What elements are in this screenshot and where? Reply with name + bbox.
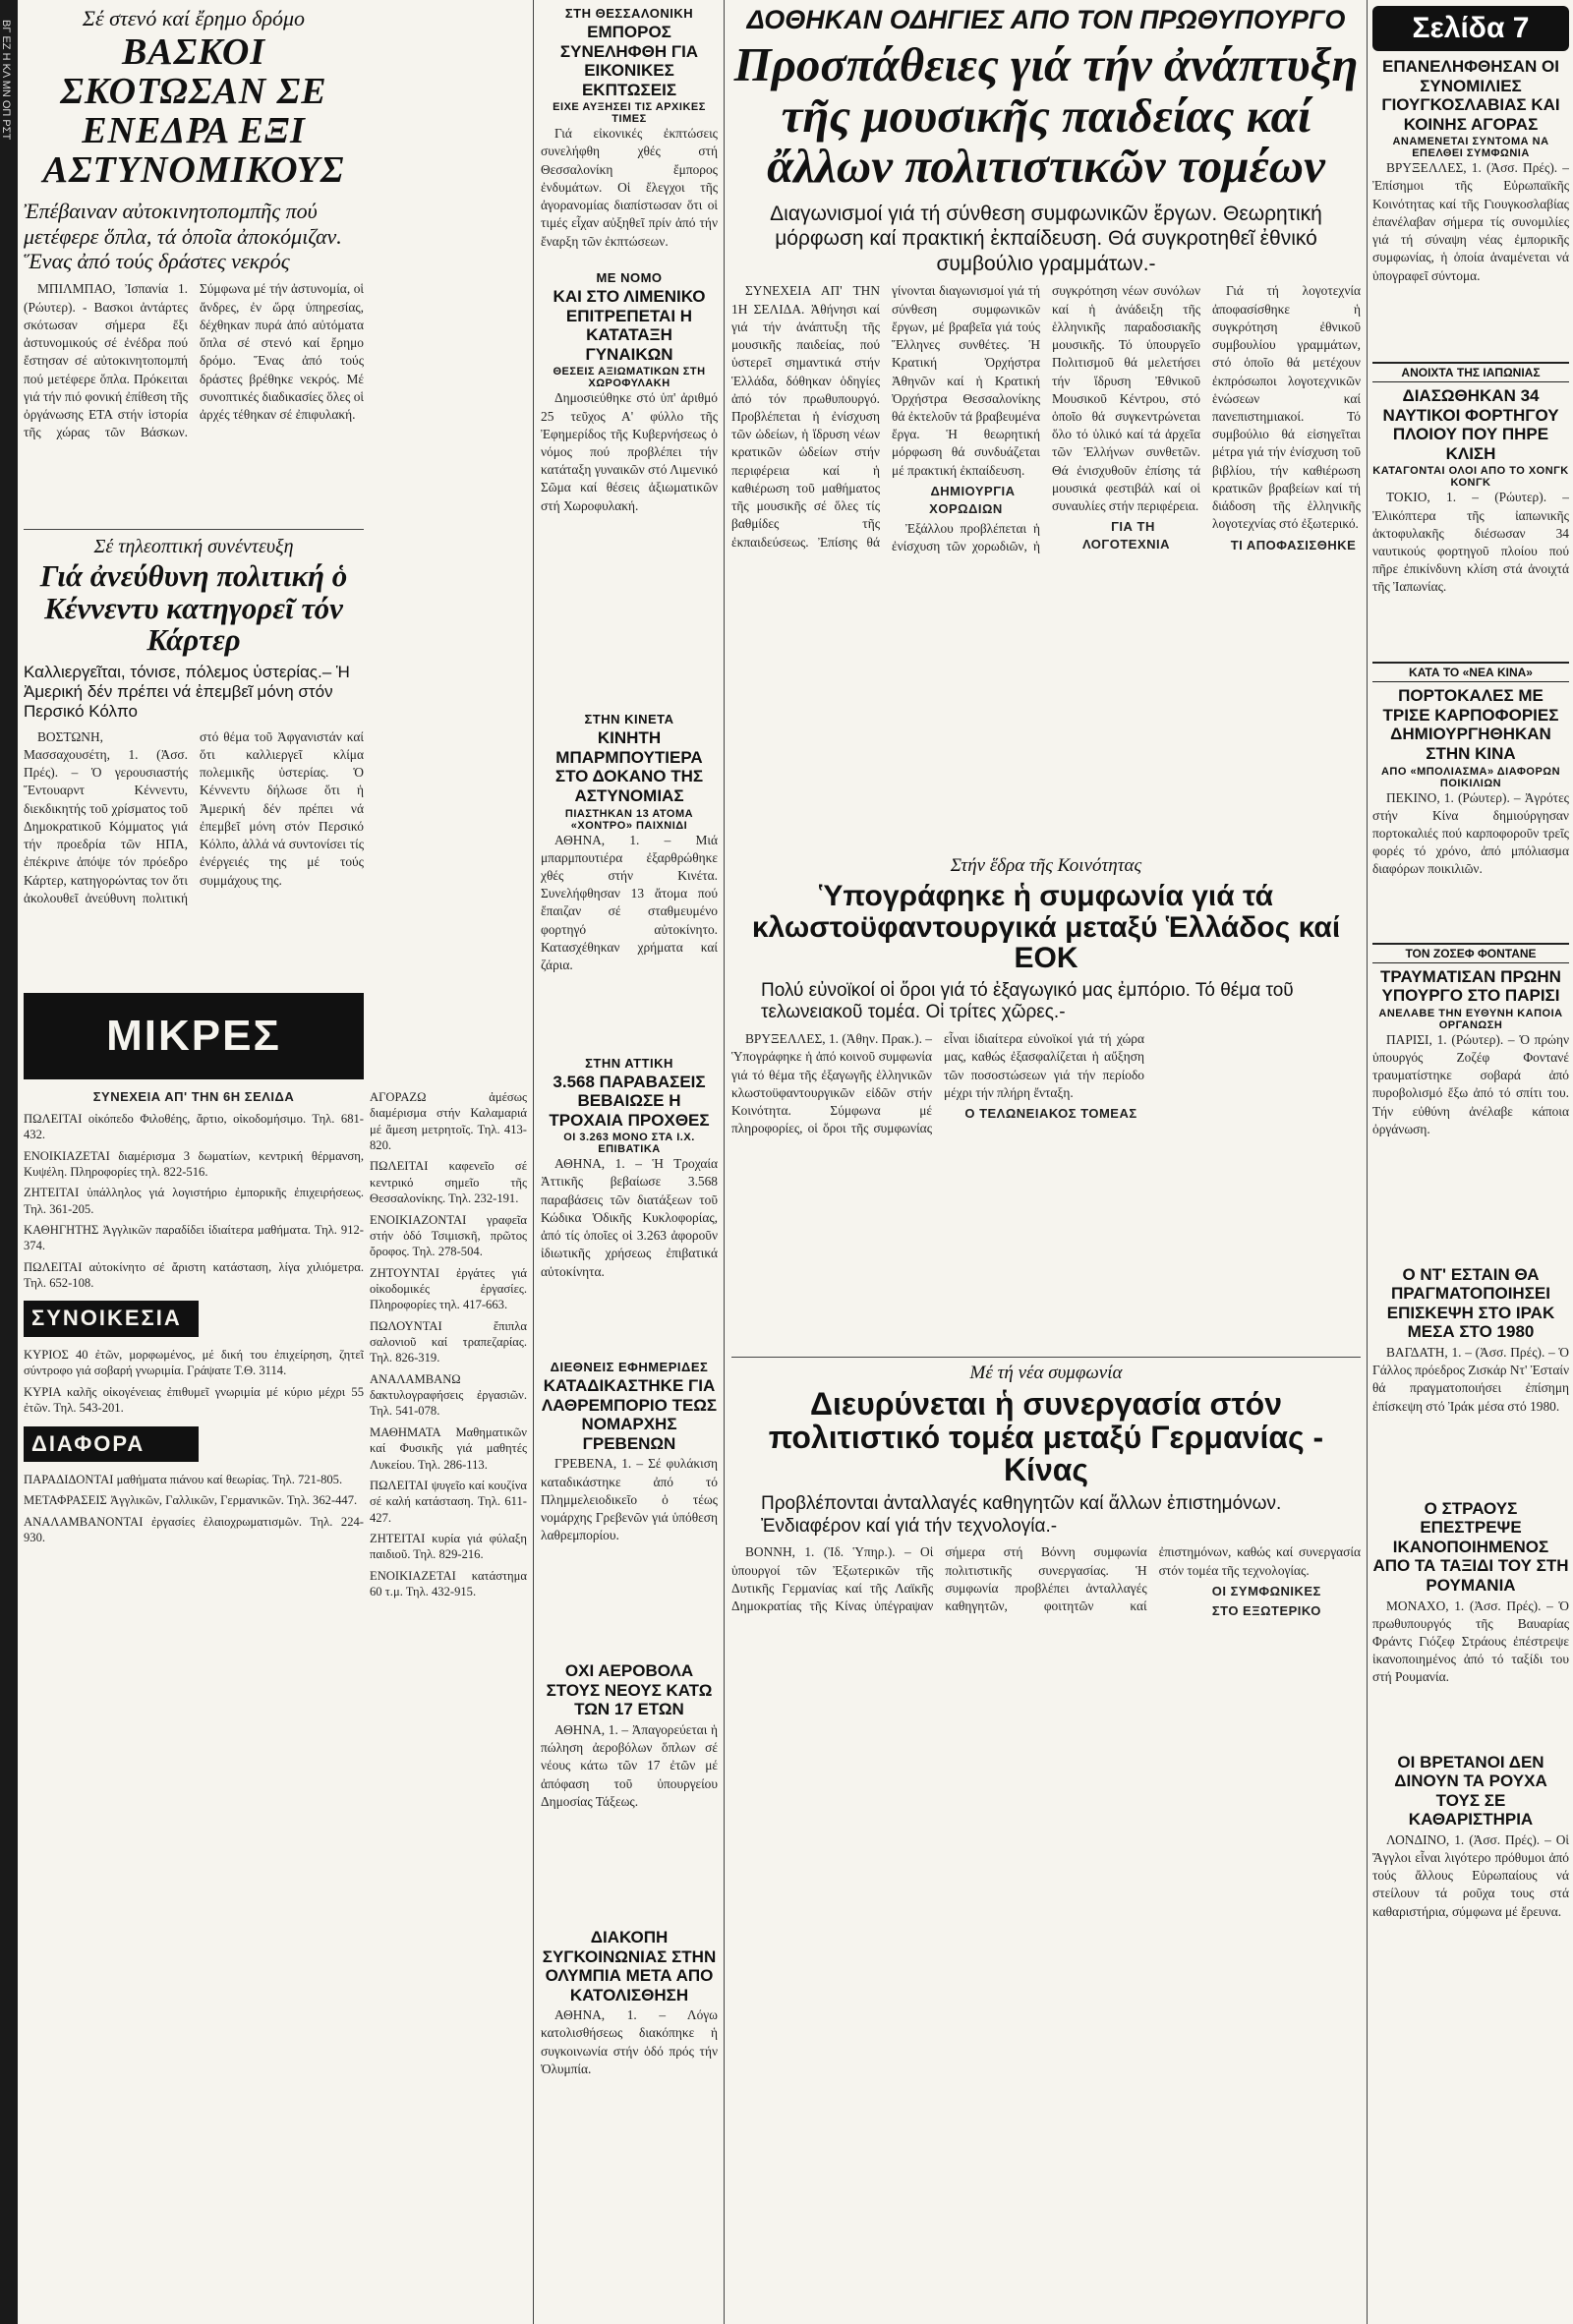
- main-kicker: ΔΟΘΗΚΑΝ ΟΔΗΓΙΕΣ ΑΠΟ ΤΟΝ ΠΡΩΘΥΠΟΥΡΓΟ: [746, 5, 1346, 34]
- brief-tag: ΔΙΕΘΝΕΙΣ ΕΦΗΜΕΡΙΔΕΣ: [550, 1360, 709, 1375]
- china-deck: Προβλέπονται ἀνταλλαγές καθηγητῶν καί ἄλλων ἐπιστημόνων. Ἐνδιαφέρον καί γιά τήν τεχνολογία.-: [761, 1492, 1282, 1537]
- eok-story: [731, 855, 1361, 1347]
- section-tag: ΚΑΤΑ ΤΟ «ΝΕΑ ΚΙΝΑ»: [1372, 662, 1569, 682]
- brief-sub: ΠΙΑΣΤΗΚΑΝ 13 ΑΤΟΜΑ «ΧΟΝΤΡΟ» ΠΑΙΧΝΙΔΙ: [564, 807, 694, 832]
- synoikesia-banner: ΣΥΝΟΙΚΕΣΙΑ: [24, 1301, 199, 1337]
- china-story: [731, 1357, 1361, 2320]
- classified-ad: ΠΩΛΕΙΤΑΙ καφενεῖο σέ κεντρικό σημεῖο τῆς Θεσσαλονίκης. Τηλ. 232-191.: [370, 1159, 527, 1206]
- main-subhead: ΓΙΑ ΤΗ ΛΟΓΟΤΕΧΝΙΑ: [1081, 519, 1171, 552]
- kennedy-deck: Καλλιεργεῖται, τόνισε, πόλεμος ὑστερίας.– Ἡ Ἀμερική δέν πρέπει νά ἐπεμβεῖ μόνη στόν Περσικό Κόλπο: [24, 662, 350, 722]
- news-sub: ΑΠΟ «ΜΠΟΛΙΑΣΜΑ» ΔΙΑΦΟΡΩΝ ΠΟΙΚΙΛΙΩΝ: [1380, 765, 1561, 789]
- brief-headline: ΚΙΝΗΤΗ ΜΠΑΡΜΠΟΥΤΙΕΡΑ ΣΤΟ ΔΟΚΑΝΟ ΤΗΣ ΑΣΤΥΝΟΜΙΑΣ: [554, 728, 704, 806]
- classified-ad: ΑΓΟΡΑΖΩ ἀμέσως διαμέρισμα στήν Καλαμαριά μέ ἄμεση μετρητοῖς. Τηλ. 413-820.: [370, 1090, 527, 1153]
- classified-ad: ΖΗΤΕΙΤΑΙ ὑπάλληλος γιά λογιστήριο ἐμπορικῆς ἐπιχειρήσεως. Τηλ. 361-205.: [24, 1186, 364, 1216]
- news-body: [1372, 489, 1569, 656]
- brief-headline: ΚΑΙ ΣΤΟ ΛΙΜΕΝΙΚΟ ΕΠΙΤΡΕΠΕΤΑΙ Η ΚΑΤΑΤΑΞΗ ΓΥΝΑΙΚΩΝ: [553, 287, 706, 364]
- brief-body: [541, 1455, 718, 1652]
- brief-body-text: ΑΘΗΝΑ, 1. – Ἡ Τροχαία Ἀττικῆς βεβαίωσε 3.568 παραβάσεις τῶν διατάξεων τοῦ Κώδικα Ὁδικῆς Κυκλοφορίας, ἀπό τίς ὁποῖες οἱ 3.263 ἀφοροῦν ἰδιωτικῆς χρήσεως ἐπιβατικά αὐτοκίνητα.: [541, 1156, 718, 1279]
- diafora-banner: ΔΙΑΦΟΡΑ: [24, 1426, 199, 1463]
- news-body: [1372, 159, 1569, 356]
- brief-tag: ΣΤΗ ΘΕΣΣΑΛΟΝΙΚΗ: [564, 6, 694, 21]
- divider: [731, 1357, 1361, 1358]
- column-3-briefs: [541, 0, 718, 2324]
- column-2-classifieds: [370, 1089, 527, 2318]
- basque-kicker: Σέ στενό καί ἔρημο δρόμο: [82, 6, 306, 30]
- brief-body-text: ΑΘΗΝΑ, 1. – Μιά μπαρμπουτιέρα ἐξαρθρώθηκε χθές στήν Κινέτα. Συνελήφθησαν 13 ἄτομα πού ἔπαιζαν σέ σταθμευμένο φορτηγό αὐτοκίνητο. Κατασχέθηκαν χρήματα καί ζάρια.: [541, 832, 718, 973]
- eok-deck: Πολύ εὐνοϊκοί οἱ ὅροι γιά τό ἐξαγωγικό μας ἐμπόριο. Τό θέμα τοῦ τελωνειακοῦ τομέα. Οἱ τρίτες χῶρες.-: [761, 979, 1294, 1023]
- main-subhead: ΤΙ ΑΠΟΦΑΣΙΣΘΗΚΕ: [1230, 537, 1357, 552]
- news-headline: ΕΠΑΝΕΛΗΦΘΗΣΑΝ ΟΙ ΣΥΝΟΜΙΛΙΕΣ ΓΙΟΥΓΚΟΣΛΑΒΙΑΣ ΚΑΙ ΚΟΙΝΗΣ ΑΓΟΡΑΣ: [1381, 57, 1560, 134]
- brief-headline: ΟΧΙ ΑΕΡΟΒΟΛΑ ΣΤΟΥΣ ΝΕΟΥΣ ΚΑΤΩ ΤΩΝ 17 ΕΤΩΝ: [546, 1661, 713, 1719]
- kennedy-body: [24, 728, 364, 915]
- classified-ad: ΕΝΟΙΚΙΑΖΕΤΑΙ κατάστημα 60 τ.μ. Τηλ. 432-915.: [370, 1568, 527, 1599]
- classifieds-banner: ΜΙΚΡΕΣ: [24, 993, 364, 1079]
- article-kennedy: [24, 536, 364, 949]
- china-subhead: ΟΙ ΣΥΜΦΩΝΙΚΕΣ: [1211, 1583, 1321, 1598]
- eok-headline: Ὑπογράφηκε ἡ συμφωνία γιά τά κλωστοϋφαντουργικά μεταξύ Ἑλλάδος καί ΕΟΚ: [751, 880, 1341, 974]
- classified-ad: ΕΝΟΙΚΙΑΖΕΤΑΙ διαμέρισμα 3 δωματίων, κεντρική θέρμανση, Κυψέλη. Πληροφορίες τηλ. 822-516.: [24, 1148, 364, 1179]
- brief-headline: 3.568 ΠΑΡΑΒΑΣΕΙΣ ΒΕΒΑΙΩΣΕ Η ΤΡΟΧΑΙΑ ΠΡΟΧΘΕΣ: [549, 1072, 710, 1130]
- basque-body: [24, 280, 364, 536]
- news-body-text: ΠΑΡΙΣΙ, 1. (Ρώυτερ). – Ὁ πρώην ὑπουργός Ζοζέφ Φοντανέ τραυματίστηκε σοβαρά ἀπό πυροβολισμό ἔξω ἀπό τό σπίτι του. Τήν εὐθύνη ἀνέλαβε κάποια ὀργάνωση.: [1372, 1031, 1569, 1136]
- news-body-text: ΠΕΚΙΝΟ, 1. (Ρώυτερ). – Ἀγρότες στήν Κίνα δημιούργησαν πορτοκαλιές πού καρποφοροῦν τρεῖς φορές τό χρόνο, ἀπό μπόλιασμα διαφόρων ποικιλιῶν.: [1372, 789, 1569, 877]
- classified-ad: ΠΑΡΑΔΙΔΟΝΤΑΙ μαθήματα πιάνου καί θεωρίας. Τηλ. 721-805.: [24, 1473, 343, 1487]
- classified-ad: ΚΥΡΙΑ καλῆς οἰκογένειας ἐπιθυμεῖ γνωριμία μέ κύριο μέχρι 55 ἐτῶν. Τηλ. 543-201.: [24, 1384, 364, 1416]
- news-body-text: ΒΑΓΔΑΤΗ, 1. – (Ἀσσ. Πρές). – Ὁ Γάλλος πρόεδρος Ζισκάρ Ντ' Ἐσταίν θά πραγματοποιήσει ἐπίσημη ἐπίσκεψη στό Ἰράκ μέσα στό 1980.: [1372, 1344, 1569, 1414]
- right-column: [1372, 0, 1569, 2324]
- main-body-c2: Ἐξάλλου προβλέπεται ἡ ἐνίσχυση τῶν χορωδιῶν, ἡ συγκρότηση νέων συνόλων καί ἡ ἀνάδειξη τῆς ἑλληνικῆς παραδοσιακῆς μουσικῆς. Τό ὑπουργεῖο Πολιτισμοῦ θά μελετήσει τήν ἵδρυση Ἐθνικοῦ Μουσικοῦ Κέντρου, στό ὁποῖο θά συγκεντρώνεται ὅλο τό ὑλικό καί τά ἀρχεῖα τῶν Ἑλλήνων συνθετῶν. Θά ἐνισχυθοῦν ἐπίσης τά μουσικά φεστιβάλ καί οἱ συναυλίες στήν περιφέρεια.: [892, 283, 1200, 554]
- brief-body: [541, 832, 718, 1048]
- china-body-text: ΒΟΝΝΗ, 1. (Ἰδ. Ὑπηρ.). – Οἱ ὑπουργοί τῶν Ἐξωτερικῶν τῆς Δυτικῆς Γερμανίας καί τῆς Λαϊκῆς Δημοκρατίας τῆς Κίνας ὑπέγραψαν σήμερα στή Βόννη συμφωνία πολιτιστικῆς συνεργασίας. Ἡ συμφωνία προβλέπει ἀνταλλαγές καθηγητῶν, φοιτητῶν καί ἐπιστημόνων, καθώς καί συνεργασία στόν τομέα τῆς τεχνολογίας.: [731, 1544, 1361, 1614]
- news-headline: ΠΟΡΤΟΚΑΛΕΣ ΜΕ ΤΡΙΣΕ ΚΑΡΠΟΦΟΡΙΕΣ ΔΗΜΙΟΥΡΓΗΘΗΚΑΝ ΣΤΗΝ ΚΙΝΑ: [1382, 686, 1559, 764]
- brief-tag: ΜΕ ΝΟΜΟ: [596, 270, 663, 286]
- news-headline: ΔΙΑΣΩΘΗΚΑΝ 34 ΝΑΥΤΙΚΟΙ ΦΟΡΤΗΓΟΥ ΠΛΟΙΟΥ ΠΟΥ ΠΗΡΕ ΚΛΙΣΗ: [1382, 386, 1559, 463]
- news-body: [1372, 1831, 1569, 1979]
- section-tag: ΑΝΟΙΧΤΑ ΤΗΣ ΙΑΠΩΝΙΑΣ: [1372, 362, 1569, 382]
- classified-ad: ΚΑΘΗΓΗΤΗΣ Ἀγγλικῶν παραδίδει ἰδιαίτερα μαθήματα. Τηλ. 912-374.: [24, 1223, 364, 1253]
- basque-body-text: ΜΠΙΛΜΠΑΟ, Ἰσπανία 1. (Ρώυτερ). - Βασκοι ἀντάρτες σκότωσαν σήμερα ἔξι ἀστυνομικούς σέ ἐνέδρα πού ἔστησαν σέ αὐτοκινητοπομπή πού μετέφερε ὅπλα. Πρόκειται γιά τήν πιό φονική ἐπίθεση τῆς ὀργάνωσης ΕΤΑ στήν ἱστορία τῆς χώρας τῶν Βάσκων. Σύμφωνα μέ τήν ἀστυνομία, οἱ ἄνδρες, ἐν ὥρᾳ ὑπηρεσίας, δέχθηκαν πυρά ἀπό αὐτόματα ὅπλα σέ στενό καί ἔρημο δρόμο. Ἕνας ἀπό τούς δράστες βρέθηκε νεκρός. Μέ συνοπτικές διαδικασίες ὅλες οἱ ἀρχές τέθηκαν σέ ἐπιφυλακή.: [24, 281, 364, 440]
- classified-ad: ΑΝΑΛΑΜΒΑΝΟΝΤΑΙ ἐργασίες ἐλαιοχρωματισμῶν. Τηλ. 224-930.: [24, 1514, 364, 1545]
- brief-body: [541, 125, 718, 262]
- main-headline: Προσπάθειες γιά τήν ἀνάπτυξη τῆς μουσικῆς παιδείας καί ἄλλων πολιτιστικῶν τομέων: [733, 37, 1359, 194]
- classified-ad: ΠΩΛΕΙΤΑΙ αὐτοκίνητο σέ ἄριστη κατάσταση, λίγα χιλιόμετρα. Τηλ. 652-108.: [24, 1259, 364, 1291]
- classified-ad: ΕΝΟΙΚΙΑΖΟΝΤΑΙ γραφεῖα στήν ὁδό Τσιμισκῆ, πρῶτος ὄροφος. Τηλ. 278-504.: [370, 1212, 527, 1259]
- article-basques: [24, 6, 364, 536]
- strip-chars: ΒΓ ΕΖ Η ΚΛ ΜΝ ΟΠ ΡΣΤ: [0, 20, 12, 141]
- main-body-c1: ΣΥΝΕΧΕΙΑ ΑΠ' ΤΗΝ 1Η ΣΕΛΙΔΑ. Ἀθήνησι καί γιά τήν ἀνάπτυξη τῆς μουσικῆς παιδείας, πού ὑστερεῖ σημαντικά στήν Ἑλλάδα, δόθηκαν ὁδηγίες ἀπό τόν πρωθυπουργό. Προβλέπεται ἡ ἐνίσχυση τῶν ὠδείων, ἡ ἵδρυση νέων κρατικῶν ὠδείων στήν περιφέρεια καί ἡ καθιέρωση τοῦ μαθήματος τῆς μουσικῆς σέ ὅλες τίς βαθμίδες τῆς ἐκπαιδεύσεως. Ἐπίσης θά γίνονται διαγωνισμοί γιά τή σύνθεση συμφωνικῶν ἔργων, μέ βραβεῖα γιά τούς Ἕλληνες συνθέτες. Ἡ Κρατική Ὀρχήστρα Ἀθηνῶν καί ἡ Κρατική Ὀρχήστρα Θεσσαλονίκης θά ἐκτελοῦν τά βραβευμένα ἔργα. Ἡ θεωρητική μόρφωση θά συνδυάζεται μέ πρακτική ἐκπαίδευση.: [731, 283, 1040, 550]
- brief-sub: ΟΙ 3.263 ΜΟΝΟ ΣΤΑ Ι.Χ. ΕΠΙΒΑΤΙΚΑ: [563, 1132, 695, 1156]
- classified-ad: ΠΩΛΕΙΤΑΙ ψυγεῖο καί κουζίνα σέ καλή κατάσταση. Τηλ. 611-427.: [370, 1478, 527, 1525]
- main-subhead: ΔΗΜΙΟΥΡΓΙΑ ΧΟΡΩΔΙΩΝ: [929, 483, 1016, 516]
- brief-body: [541, 1721, 718, 1918]
- china-subhead: ΣΤΟ ΕΞΩΤΕΡΙΚΟ: [1211, 1603, 1321, 1619]
- classified-ad: ΖΗΤΟΥΝΤΑΙ ἐργάτες γιά οἰκοδομικές ἐργασίες. Πληροφορίες τηλ. 417-663.: [370, 1265, 527, 1312]
- news-body: [1372, 1344, 1569, 1491]
- brief-body-text: ΑΘΗΝΑ, 1. – Λόγω κατολισθήσεως διακόπηκε ἡ συγκοινωνία στήν ὁδό πρός τήν Ὀλυμπία.: [541, 2007, 718, 2076]
- news-headline: ΤΡΑΥΜΑΤΙΣΑΝ ΠΡΩΗΝ ΥΠΟΥΡΓΟ ΣΤΟ ΠΑΡΙΣΙ: [1380, 966, 1561, 1006]
- classified-ad: ΜΕΤΑΦΡΑΣΕΙΣ Ἀγγλικῶν, Γαλλικῶν, Γερμανικῶν. Τηλ. 362-447.: [24, 1493, 358, 1508]
- classified-ad: ΖΗΤΕΙΤΑΙ κυρία γιά φύλαξη παιδιοῦ. Τηλ. 829-216.: [370, 1531, 527, 1562]
- classifieds-block: [24, 1089, 364, 2318]
- news-headline: ΟΙ ΒΡΕΤΑΝΟΙ ΔΕΝ ΔΙΝΟΥΝ ΤΑ ΡΟΥΧΑ ΤΟΥΣ ΣΕ ΚΑΘΑΡΙΣΤΗΡΙΑ: [1394, 1752, 1547, 1830]
- news-headline: Ο ΝΤ' ΕΣΤΑΙΝ ΘΑ ΠΡΑΓΜΑΤΟΠΟΙΗΣΕΙ ΕΠΙΣΚΕΨΗ ΣΤΟ ΙΡΑΚ ΜΕΣΑ ΣΤΟ 1980: [1386, 1264, 1555, 1342]
- news-body-text: ΤΟΚΙΟ, 1. – (Ρώυτερ). – Ἐλικόπτερα τῆς ἰαπωνικῆς ἀκτοφυλακῆς διέσωσαν 34 ναυτικούς φορτηγοῦ πλοίου πού πῆρε ἐπικίνδυνη κλίση στά ἀνοιχτά τῆς Ἰαπωνίας.: [1372, 490, 1569, 595]
- china-headline: Διευρύνεται ἡ συνεργασία στόν πολιτιστικό τομέα μεταξύ Γερμανίας - Κίνας: [768, 1386, 1324, 1488]
- brief-body: [541, 1155, 718, 1352]
- brief-body-text: Γιά εἰκονικές ἐκπτώσεις συνελήφθη χθές στή Θεσσαλονίκη ἔμπορος ἐνδυμάτων. Οἱ ἔλεγχοι τῆς ἀγορανομίας διαπίστωσαν ὅτι οἱ τιμές εἶχαν αὐξηθεῖ πρίν ἀπό τήν ἔναρξη τῶν ἐκπτώσεων.: [541, 126, 718, 249]
- eok-body: [731, 1030, 1144, 1306]
- brief-tag: ΣΤΗΝ ΚΙΝΕΤΑ: [584, 712, 674, 727]
- news-headline: Ο ΣΤΡΑΟΥΣ ΕΠΕΣΤΡΕΨΕ ΙΚΑΝΟΠΟΙΗΜΕΝΟΣ ΑΠΟ ΤΑ ΤΑΞΙΔΙ ΤΟΥ ΣΤΗ ΡΟΥΜΑΝΙΑ: [1372, 1498, 1569, 1596]
- news-body-text: ΒΡΥΞΕΛΛΕΣ, 1. (Ἀσσ. Πρές). – Ἐπίσημοι τῆς Εὐρωπαϊκῆς Κοινότητας καί τῆς Γιουγκοσλαβίας ἐπανέλαβαν σήμερα τίς συνομιλίες γιά τή σύναψη νέας ἐμπορικῆς συμφωνίας, ἡ ὁποία ἀναμένεται νά ὑπογραφεῖ σύντομα.: [1372, 160, 1569, 283]
- main-body: [731, 282, 1361, 833]
- classified-ad: ΠΩΛΕΙΤΑΙ οἰκόπεδο Φιλοθέης, ἄρτιο, οἰκοδομήσιμο. Τηλ. 681-432.: [24, 1111, 364, 1142]
- column-1: [24, 0, 364, 2324]
- basque-deck: Ἐπέβαιναν αὐτοκινητοπομπῆς πού μετέφερε ὅπλα, τά ὁποῖα ἀποκόμιζαν. Ἕνας ἀπό τούς δράστες νεκρός: [24, 198, 342, 274]
- brief-headline: ΔΙΑΚΟΠΗ ΣΥΓΚΟΙΝΩΝΙΑΣ ΣΤΗΝ ΟΛΥΜΠΙΑ ΜΕΤΑ ΑΠΟ ΚΑΤΟΛΙΣΘΗΣΗ: [542, 1928, 717, 2004]
- column-rule: [533, 0, 534, 2324]
- news-sub: ΚΑΤΑΓΟΝΤΑΙ ΟΛΟΙ ΑΠΟ ΤΟ ΧΟΝΓΚ ΚΟΝΓΚ: [1372, 465, 1569, 490]
- basque-headline: ΒΑΣΚΟΙ ΣΚΟΤΩΣΑΝ ΣΕ ΕΝΕΔΡΑ ΕΞΙ ΑΣΤΥΝΟΜΙΚΟΥΣ: [42, 31, 345, 191]
- brief-body: [541, 389, 718, 704]
- kennedy-headline: Γιά ἀνεύθυνη πολιτική ὁ Κέννεντυ κατηγορεῖ τόν Κάρτερ: [39, 558, 348, 658]
- brief-headline: ΕΜΠΟΡΟΣ ΣΥΝΕΛΗΦΘΗ ΓΙΑ ΕΙΚΟΝΙΚΕΣ ΕΚΠΤΩΣΕΙΣ: [559, 23, 699, 99]
- column-rule: [1367, 0, 1368, 2324]
- eok-body-text: ΒΡΥΞΕΛΛΕΣ, 1. (Ἀθην. Πρακ.). – Ὑπογράφηκε ἡ ἀπό κοινοῦ συμφωνία γιά τό θέμα τῆς ἐξαγωγῆς ἑλληνικῶν κλωστοϋφαντουργικῶν εἰδῶν στήν Κοινότητα. Σύμφωνα μέ πληροφορίες, οἱ ὅροι τῆς συμφωνίας εἶναι ἰδιαίτερα εὐνοϊκοί γιά τή χώρα μας, καθώς ἐξασφαλίζεται ἡ αὔξηση τῶν ποσοστώσεων γιά τήν περίοδο μέχρι τήν πλήρη ἔνταξη.: [731, 1031, 1144, 1136]
- china-body: [731, 1543, 1361, 2232]
- eok-kicker: Στήν ἕδρα τῆς Κοινότητας: [950, 855, 1142, 876]
- classified-ad: ΜΑΘΗΜΑΤΑ Μαθηματικῶν καί Φυσικῆς γιά μαθητές Λυκείου. Τηλ. 286-113.: [370, 1424, 527, 1472]
- main-deck: Διαγωνισμοί γιά τή σύνθεση συμφωνικῶν ἔργων. Θεωρητική μόρφωση καί πρακτική ἐκπαίδευση. Θά συγκροτηθεῖ ἐθνικό συμβούλιο γραμμάτων.-: [770, 202, 1322, 275]
- section-tag: ΤΟΝ ΖΟΣΕΦ ΦΟΝΤΑΝΕ: [1372, 943, 1569, 963]
- brief-sub: ΕΙΧΕ ΑΥΞΗΣΕΙ ΤΙΣ ΑΡΧΙΚΕΣ ΤΙΜΕΣ: [553, 101, 706, 126]
- left-edge-strip: [0, 0, 18, 2324]
- page-number-flag: Σελίδα 7: [1372, 6, 1569, 51]
- brief-tag: ΣΤΗΝ ΑΤΤΙΚΗ: [585, 1055, 673, 1071]
- brief-sub: ΘΕΣΕΙΣ ΑΞΙΩΜΑΤΙΚΩΝ ΣΤΗ ΧΩΡΟΦΥΛΑΚΗ: [553, 366, 706, 390]
- brief-body-text: ΓΡΕΒΕΝΑ, 1. – Σέ φυλάκιση καταδικάστηκε ἀπό τό Πλημμελειοδικεῖο ὁ τέως νομάρχης Γρεβενῶν γιά ὑπόθεση λαθρεμπορίου.: [541, 1456, 718, 1543]
- eok-subhead: Ο ΤΕΛΩΝΕΙΑΚΟΣ ΤΟΜΕΑΣ: [964, 1105, 1137, 1121]
- brief-body-text: Δημοσιεύθηκε στό ὑπ' ἀριθμό 25 τεῦχος Α' φύλλο τῆς Ἐφημερίδος τῆς Κυβερνήσεως ὁ νόμος πού προβλέπει τήν κατάταξη γυναικῶν στό Λιμενικό Σῶμα καί θέσεις ἀξιωματικῶν στή Χωροφυλακή.: [541, 390, 718, 513]
- brief-body-text: ΑΘΗΝΑ, 1. – Ἀπαγορεύεται ἡ πώληση ἀεροβόλων ὅπλων σέ νέους κάτω τῶν 17 ἐτῶν μέ ἀπόφαση τοῦ ὑπουργείου Δημοσίας Τάξεως.: [541, 1722, 718, 1809]
- news-body: [1372, 1031, 1569, 1257]
- news-sub: ΑΝΕΛΑΒΕ ΤΗΝ ΕΥΘΥΝΗ ΚΑΠΟΙΑ ΟΡΓΑΝΩΣΗ: [1378, 1007, 1563, 1031]
- news-body-text: ΜΟΝΑΧΟ, 1. (Ἀσσ. Πρές). – Ὁ πρωθυπουργός τῆς Βαυαρίας Φράντς Γιόζεφ Στράους ἐπέστρεψε ἱκανοποιημένος ἀπό τό ταξίδι του στή Ρουμανία.: [1372, 1598, 1569, 1685]
- divider: [24, 529, 364, 530]
- classified-ad: ΑΝΑΛΑΜΒΑΝΩ δακτυλογραφήσεις ἐργασιῶν. Τηλ. 541-078.: [370, 1371, 527, 1419]
- news-body: [1372, 789, 1569, 937]
- kennedy-kicker: Σέ τηλεοπτική συνέντευξη: [93, 536, 294, 557]
- classifieds-intro: ΣΥΝΕΧΕΙΑ ΑΠ' ΤΗΝ 6Η ΣΕΛΙΔΑ: [92, 1089, 295, 1104]
- brief-headline: ΚΑΤΑΔΙΚΑΣΤΗΚΕ ΓΙΑ ΛΑΘΡΕΜΠΟΡΙΟ ΤΕΩΣ ΝΟΜΑΡΧΗΣ ΓΡΕΒΕΝΩΝ: [541, 1376, 718, 1453]
- classified-ad: ΚΥΡΙΟΣ 40 ἐτῶν, μορφωμένος, μέ δική του ἐπιχείρηση, ζητεῖ σύντροφο γιά σοβαρή γνωριμία. Γράψατε Τ.Θ. 3114.: [24, 1348, 364, 1378]
- news-body: [1372, 1598, 1569, 1745]
- news-body-text: ΛΟΝΔΙΝΟ, 1. (Ἀσσ. Πρές). – Οἱ Ἄγγλοι εἶναι λιγότερο πρόθυμοι ἀπό τούς ἄλλους Εὐρωπαίους νά στείλουν τά ροῦχα τους στά καθαριστήρια, σύμφωνα μέ ἔρευνα.: [1372, 1831, 1569, 1919]
- brief-body: [541, 2006, 718, 2124]
- china-kicker: Μέ τή νέα συμφωνία: [969, 1363, 1123, 1383]
- classified-ad: ΠΩΛΟΥΝΤΑΙ ἔπιπλα σαλονιοῦ καί τραπεζαρίας. Τηλ. 826-319.: [370, 1318, 527, 1365]
- column-rule: [724, 0, 725, 2324]
- main-body-c3: Γιά τή λογοτεχνία ἀποφασίσθηκε ἡ συγκρότηση ἐθνικοῦ συμβουλίου γραμμάτων, στό ὁποῖο θά μετέχουν ἐκπρόσωποι λογοτεχνικῶν ἑνώσεων καί πανεπιστημιακοί. Τό συμβούλιο θά εἰσηγεῖται μέτρα γιά τήν ἐνίσχυση τοῦ βιβλίου, τήν καθιέρωση κρατικῶν βραβείων καί τή διάδοση τῆς ἑλληνικῆς λογοτεχνίας στό ἐξωτερικό.: [1212, 283, 1361, 532]
- kennedy-body-text: ΒΟΣΤΩΝΗ, Μασσαχουσέτη, 1. (Ἀσσ. Πρές). – Ὁ γερουσιαστής Ἔντουαρντ Κέννεντυ, διεκδικητής τοῦ χρίσματος τοῦ Δημοκρατικοῦ Κόμματος γιά τήν προεδρία τῶν ΗΠΑ, ἐπέκρινε ἀπόψε τόν πρόεδρο Κάρτερ, κατηγορώντας τον ὅτι ἀκολουθεῖ ἀνεύθυνη πολιτική στό θέμα τοῦ Ἀφγανιστάν καί ὅτι καλλιεργεῖ κλίμα πολεμικῆς ὑστερίας. Ὁ Κέννεντυ δήλωσε ὅτι ἡ Ἀμερική δέν πρέπει νά ἐπεμβεῖ μόνη στόν Περσικό Κόλπο, ἀλλά νά συντονίσει τίς ἐνέργειές της μέ τούς συμμάχους της.: [24, 728, 364, 905]
- news-sub: ΑΝΑΜΕΝΕΤΑΙ ΣΥΝΤΟΜΑ ΝΑ ΕΠΕΛΘΕΙ ΣΥΜΦΩΝΙΑ: [1392, 136, 1549, 160]
